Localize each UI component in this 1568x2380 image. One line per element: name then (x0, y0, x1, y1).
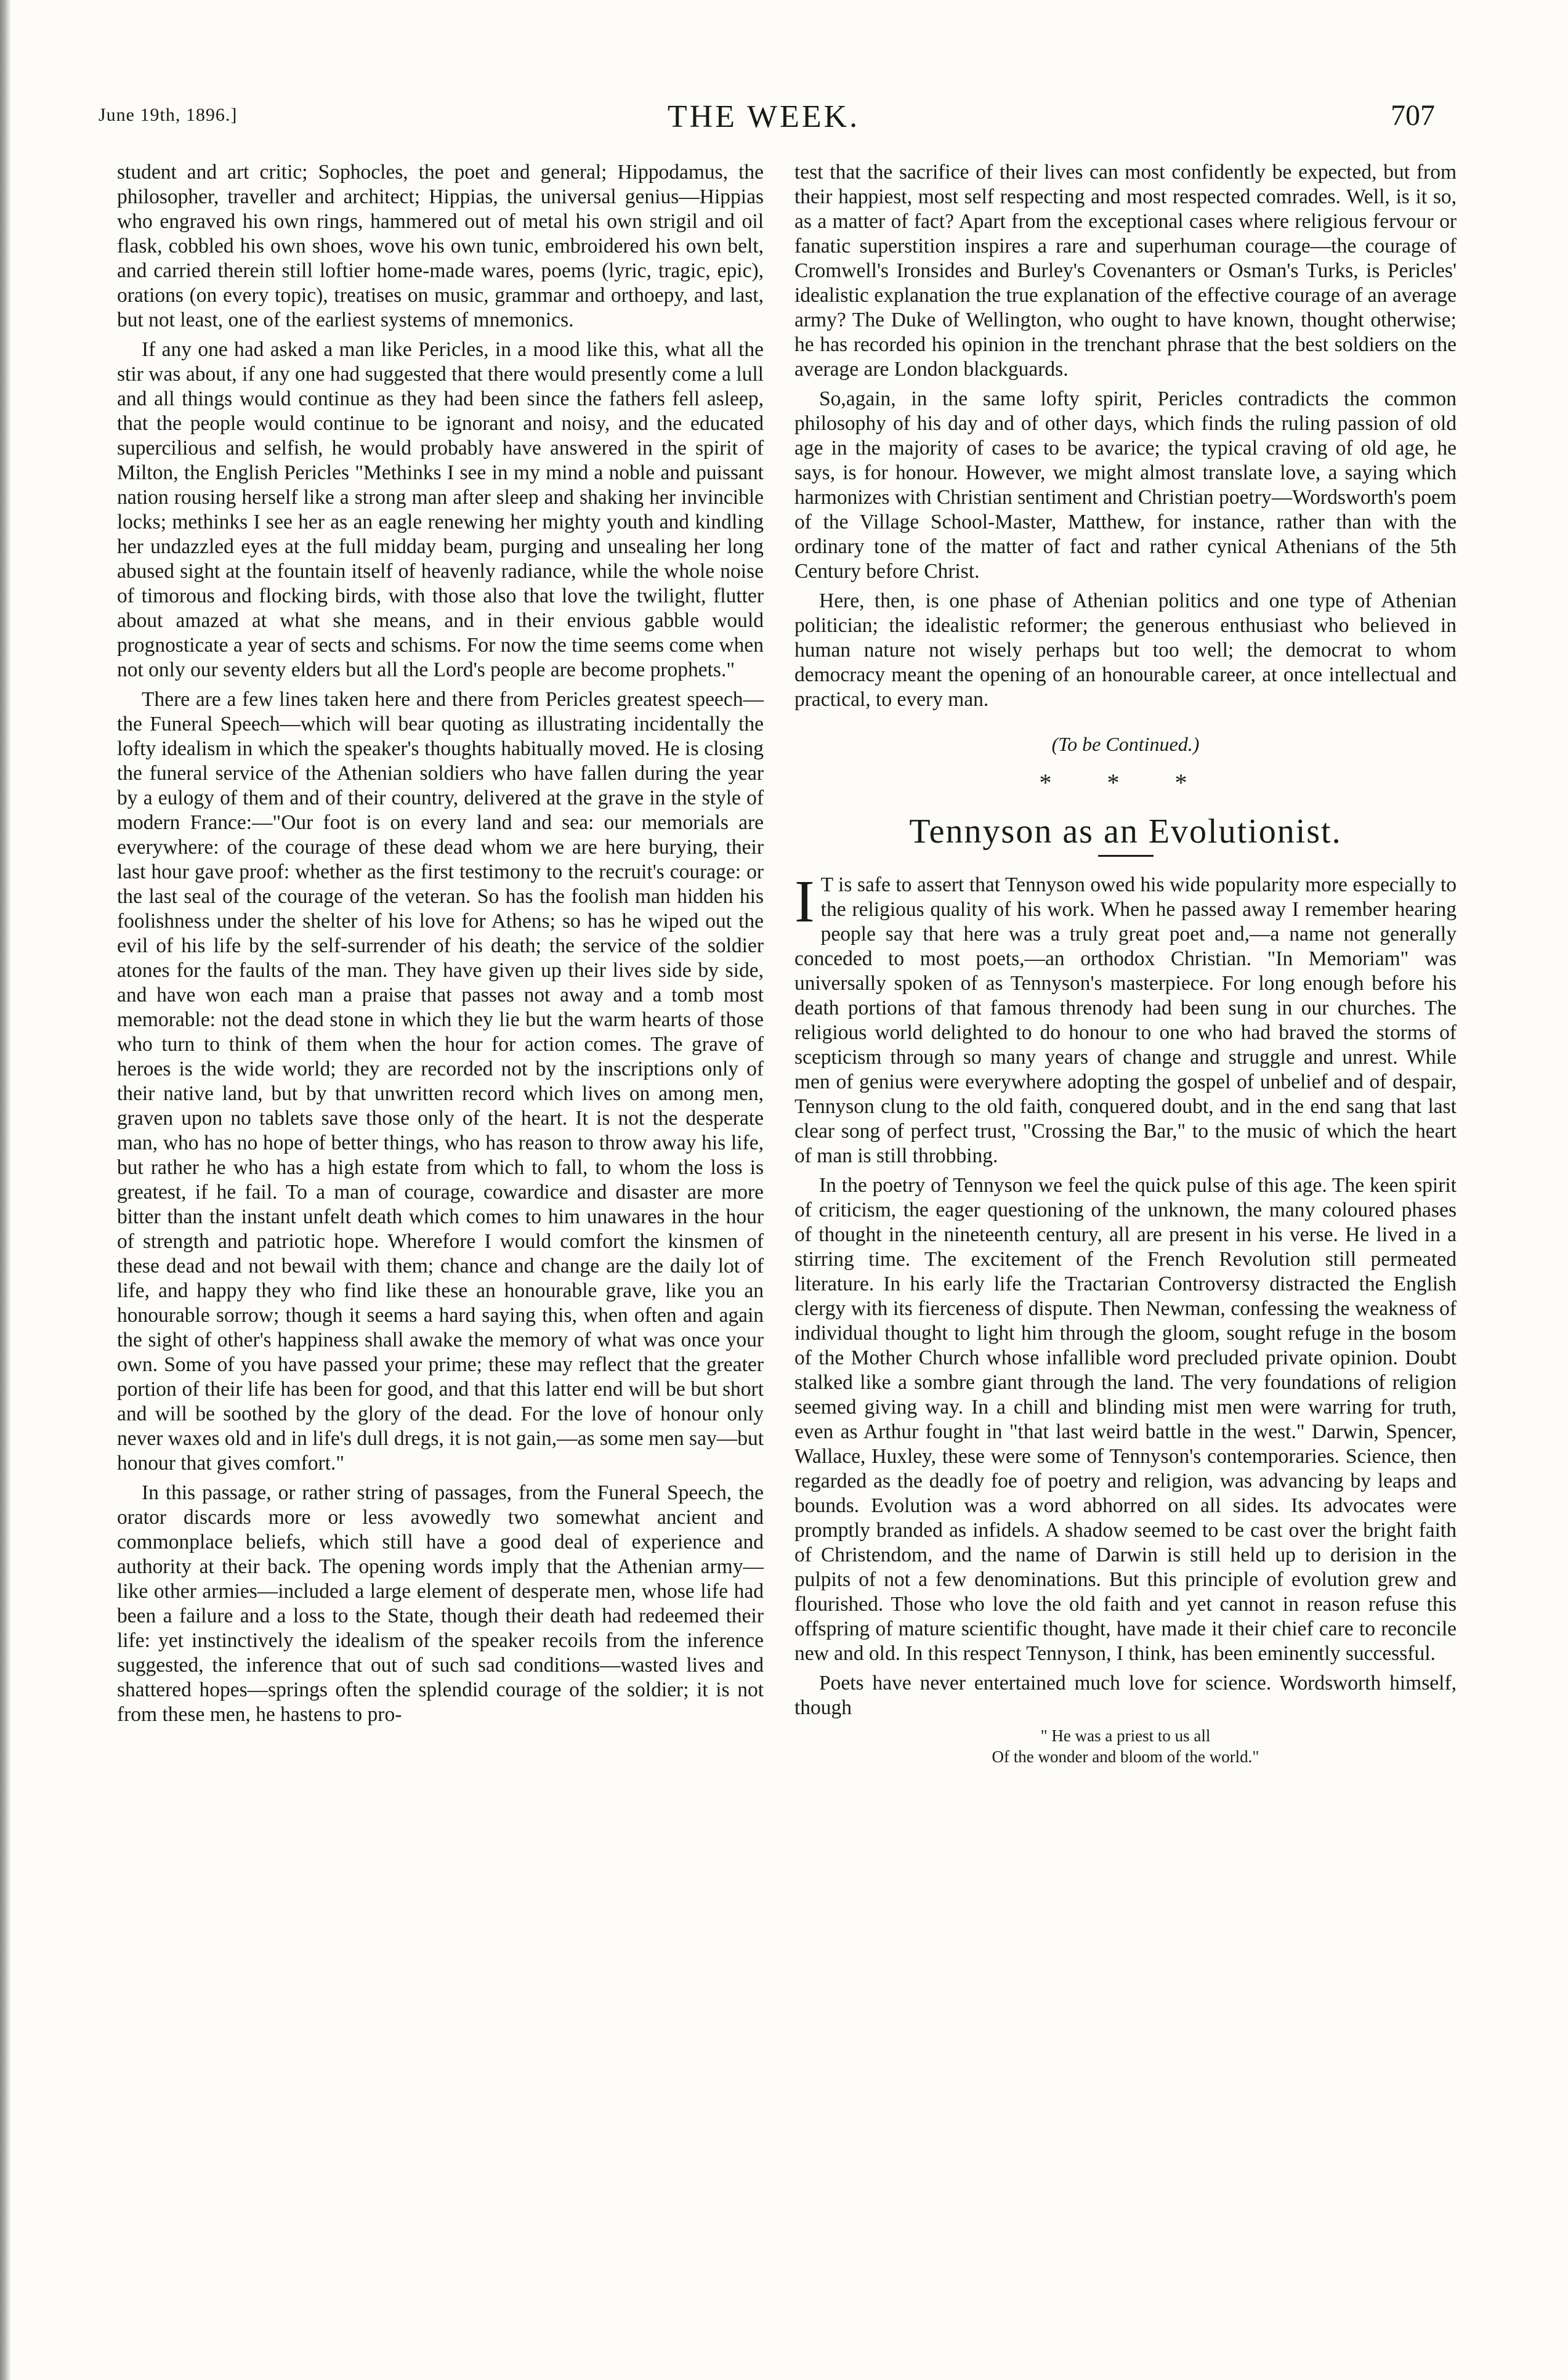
paragraph: There are a few lines taken here and there from Pericles greatest speech—the Funeral Speech—which will bear quoting as illustrating incidentally the lofty idealism in which the speaker's thoughts habitually moved. He is closing the funeral service of the Athenian soldiers who have fallen during the year by a eulogy of them and of their country, delivered at the grave in the style of modern France:—"Our foot is on every land and sea: our memorials are everywhere: of the courage of these dead whom we are here burying, their last hour gave proof: whether as the first testimony to the recruit's courage: or the last seal of the courage of the veteran. So has the foolish man hidden his foolishness under the shelter of his love for Athens; so has he wiped out the evil of his life by the self-surrender of his death; the service of the soldier atones for the faults of the man. They have given up their lives side by side, and have won each man a praise that passes not away and a tomb most memorable: not the dead stone in which they lie but the warm hearts of those who turn to think of them when the hour for action comes. The grave of heroes is the wide world; they are recorded not by the inscriptions only of their native land, but by that unwritten record which lives on among men, graven upon no tablets save those only of the heart. It is not the desperate man, who has no hope of better things, who has reason to throw away his life, but rather he who has a high estate from which to fall, to whom the loss is greatest, if he fail. To a man of courage, cowardice and disaster are more bitter than the instant unfelt death which comes to him unawares in the hour of strength and patriotic hope. Wherefore I would comfort the kinsmen of these dead and not bewail with them; chance and change are the daily lot of life, and happy they who find like these an honourable grave, like you an honourable sorrow; though it seems a hard saying this, when often and again the sight of other's happiness shall awake the memory of what was once your own. Some of you have passed your prime; these may reflect that the greater portion of their life has been for good, and that this latter end will be but short and will be soothed by the glory of the dead. For the love of honour only never waxes old and in life's dull dregs, it is not gain,—as some men say—but honour that gives comfort." (117, 688, 764, 1475)
title-rule (1098, 855, 1154, 857)
continued-note: (To be Continued.) (1051, 733, 1200, 755)
paragraph: In the poetry of Tennyson we feel the quick pulse of this age. The keen spirit of criticism, the eager questioning of the unknown, the many coloured phases of thought in the nineteenth century, all are present in his verse. He lived in a stirring time. The excitement of the French Revolution still permeated literature. In his early life the Tractarian Controversy distracted the English clergy with its fierceness of dispute. Then Newman, confessing the weakness of individual thought to light him through the gloom, sought refuge in the bosom of the Mother Church whose infallible word precluded private opinion. Doubt stalked like a sombre giant through the land. The very foundations of religion seemed giving way. In a chill and blinding mist men were warring for truth, even as Arthur fought in "that last weird battle in the west." Darwin, Spencer, Wallace, Huxley, these were some of Tennyson's contemporaries. Science, then regarded as the deadly foe of poetry and religion, was advancing by leaps and bounds. Evolution was a word abhorred on all sides. Its advocates were promptly branded as infidels. A shadow seemed to be cast over the bright faith of Christendom, and the name of Darwin is still held up to derision in the pulpits of not a few denominations. But this principle of evolution grew and flourished. Those who love the old faith and yet cannot in reason refuse this offspring of mature scientific thought, have made it their chief care to reconcile new and old. In this respect Tennyson, I think, has been eminently successful. (794, 1174, 1457, 1665)
page-binding-edge (0, 0, 11, 2380)
opening-paragraph (794, 868, 1457, 1168)
paragraph: student and art critic; Sophocles, the poet and general; Hippodamus, the philosopher, traveller and architect; Hippias, the universal genius—Hippias who engraved his own rings, hammered out of metal his own strigil and oil flask, cobbled his own shoes, wove his own tunic, embroidered his own belt, and carried therein still loftier home-made wares, poems (lyric, tragic, epic), orations (on every topic), treatises on music, grammar and orthoepy, and last, but not least, one of the earliest systems of mnemonics. (117, 161, 764, 331)
opening-paragraph-text: T is safe to assert that Tennyson owed his wide popularity more especially to the religious quality of his work. When he passed away I remember hearing people say that here was a truly great poet and,—a name not generally conceded to most poets,—an orthodox Christian. "In Memoriam" was universally spoken of as Tennyson's masterpiece. For long enough before his death portions of that famous threnody had been sung in our churches. The religious world delighted to do honour to one who had braved the storms of scepticism through so many years of change and struggle and unrest. While men of genius were everywhere adopting the gospel of unbelief and of despair, Tennyson clung to the old faith, conquered doubt, and in the end sang that last clear song of perfect trust, "Crossing the Bar," to the music of which the heart of man is still throbbing. (794, 873, 1457, 1167)
drop-cap: I (794, 868, 815, 935)
right-column (794, 160, 1457, 1767)
verse-line: Of the wonder and bloom of the world." (992, 1747, 1259, 1766)
paragraph: Poets have never entertained much love for science. Wordsworth himself, though (794, 1672, 1457, 1719)
article-title: Tennyson as an Evolutionist. (909, 812, 1342, 851)
issue-date: June 19th, 1896.] (99, 105, 238, 125)
running-header (92, 92, 1435, 148)
verse-line: " He was a priest to us all (1040, 1726, 1211, 1745)
page-number: 707 (1391, 99, 1435, 132)
paragraph: test that the sacrifice of their lives can most confidently be expected, but from their happiest, most self respecting and most respected comrades. Well, is it so, as a matter of fact? Apart from the exceptional cases where religious fervour or fanatic superstition inspires a rare and superhuman courage—the courage of Cromwell's Ironsides and Burley's Covenanters or Osman's Turks, is Pericles' idealistic explanation the true explanation of the effective courage of an average army? The Duke of Wellington, who ought to have known, thought otherwise; he has recorded his opinion in the trenchant phrase that the best soldiers on the average are London blackguards. (794, 161, 1457, 381)
verse-quote (794, 1725, 1457, 1767)
paragraph: In this passage, or rather string of passages, from the Funeral Speech, the orator discards more or less avowedly two somewhat ancient and commonplace beliefs, which still have a good deal of experience and authority at their back. The opening words imply that the Athenian army—like other armies—included a large element of desperate men, whose life had been a failure and a loss to the State, though their death had redeemed their life: yet instinctively the idealism of the speaker recoils from the inference suggested, the inference that out of such sad conditions—wasted lives and shattered hopes—springs often the splendid courage of the soldier; it is not from these men, he hastens to pro- (117, 1481, 764, 1726)
paragraph: So,again, in the same lofty spirit, Pericles contradicts the common philosophy of his day and of other days, which finds the ruling passion of old age in the majority of cases to be avarice; the typical craving of old age, he says, is for honour. However, we might almost translate love, a saying which harmonizes with Christian sentiment and Christian poetry—Wordsworth's poem of the Village School-Master, Matthew, for instance, rather than with the ordinary tone of the matter of fact and rather cynical Athenians of the 5th Century before Christ. (794, 387, 1457, 583)
section-divider-stars: * * * (1039, 769, 1212, 796)
paragraph: Here, then, is one phase of Athenian politics and one type of Athenian politician; the idealistic reformer; the generous enthusiast who believed in human nature not wisely perhaps but too well; the democrat to whom democracy meant the opening of an honourable career, at once intellectual and practical, to every man. (794, 589, 1457, 711)
publication-title: THE WEEK. (667, 99, 860, 134)
paragraph: If any one had asked a man like Pericles, in a mood like this, what all the stir was about, if any one had suggested that there would presently come a lull and all things would continue as they had been since the fathers fell asleep, that the people would continue to be ignorant and noisy, and the educated supercilious and selfish, he would probably have answered in the spirit of Milton, the English Pericles "Methinks I see in my mind a noble and puissant nation rousing herself like a strong man after sleep and shaking her invincible locks; methinks I see her as an eagle renewing her mighty youth and kindling her undazzled eyes at the full midday beam, purging and unsealing her long abused sight at the fountain itself of heavenly radiance, while the whole noise of timorous and flocking birds, with those also that love the twilight, flutter about amazed at what she means, and in their envious gabble would prognosticate a year of sects and schisms. For now the time seems come when not only our seventy elders but all the Lord's people are become prophets." (117, 338, 764, 681)
left-column (117, 160, 764, 1732)
